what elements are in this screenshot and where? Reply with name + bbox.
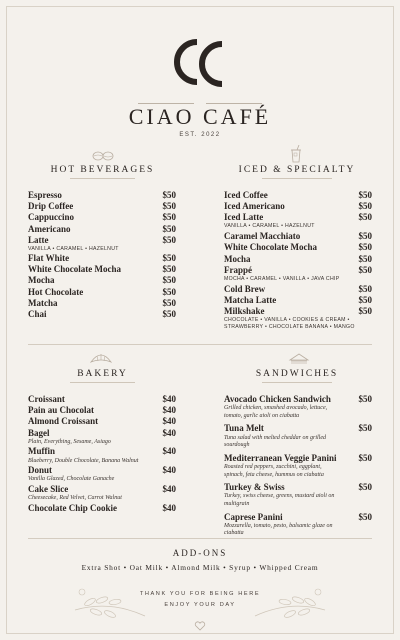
item-price: $50: [358, 452, 372, 463]
menu-item: [28, 465, 176, 484]
menu-item: [224, 512, 372, 538]
hot-beverages-title: HOT BEVERAGES: [50, 165, 155, 175]
menu-item: [28, 484, 176, 503]
item-price: $50: [162, 223, 176, 234]
item-name: Cake Slice: [28, 484, 69, 494]
menu-item: [224, 231, 372, 242]
item-name: Tuna Melt: [224, 423, 264, 434]
bakery-title-rule: [70, 382, 135, 383]
iced-cup-icon: [290, 145, 302, 163]
logo: [0, 30, 400, 98]
item-description: Mozzarella, tomato, pesto, balsamic glaze on ciabatta: [224, 522, 333, 537]
item-name: Iced Coffee: [224, 190, 268, 200]
floral-right-icon: [250, 580, 330, 622]
item-name: Mocha: [28, 275, 55, 286]
hot-beverages-list: [28, 190, 176, 320]
item-description: Cheesecake, Red Velvet, Carrot Walnut: [28, 495, 122, 502]
bakery-list: [28, 394, 176, 514]
iced-title-rule: [262, 178, 332, 179]
item-price: $50: [162, 190, 176, 200]
item-price: $50: [162, 253, 176, 264]
item-price: $40: [162, 465, 176, 476]
item-name: Latte: [28, 234, 49, 245]
item-price: $50: [358, 511, 372, 522]
item-price: $50: [162, 275, 176, 286]
item-name: Cappuccino: [28, 212, 75, 223]
cc-logo-icon: [160, 30, 240, 96]
sandwiches-title: SANDWICHES: [255, 369, 339, 379]
menu-item: [28, 275, 176, 286]
item-name: Muffin: [28, 446, 55, 457]
item-price: $50: [358, 394, 372, 404]
item-description: Tuna salad with melted cheddar on grilled sourdough: [224, 434, 326, 449]
menu-item: [28, 253, 176, 264]
item-name: Iced Americano: [224, 201, 285, 212]
item-price: $50: [358, 264, 372, 275]
item-description: Blueberry, Double Chocolate, Banana Walnut: [28, 457, 139, 464]
item-name: Bagel: [28, 427, 50, 438]
heart-icon: [194, 621, 206, 631]
item-price: $40: [162, 446, 176, 457]
item-name: Caprese Panini: [224, 511, 283, 522]
item-name: Matcha: [28, 297, 58, 308]
item-price: $50: [358, 306, 372, 317]
hot-title-rule: [70, 178, 135, 179]
addons-title: ADD-ONS: [172, 548, 228, 558]
menu-item: [224, 254, 372, 265]
item-price: $40: [162, 502, 176, 513]
menu-item: [224, 212, 372, 230]
addons-divider: [28, 538, 372, 539]
menu-item: [28, 298, 176, 309]
menu-item: [224, 265, 372, 283]
menu-item: [224, 453, 372, 479]
item-name: Almond Croissant: [28, 416, 99, 427]
item-price: $50: [358, 253, 372, 264]
item-price: $40: [162, 416, 176, 427]
bakery-title: BAKERY: [77, 369, 128, 379]
item-price: $50: [162, 201, 176, 212]
item-price: $50: [358, 423, 372, 434]
menu-item: [28, 446, 176, 465]
item-name: Cold Brew: [224, 283, 266, 294]
item-price: $50: [358, 201, 372, 212]
menu-item: [28, 201, 176, 212]
menu-item: [28, 287, 176, 298]
item-name: Mocha: [224, 253, 251, 264]
item-name: Chocolate Chip Cookie: [28, 502, 118, 513]
menu-item: [28, 224, 176, 235]
menu-item: [224, 394, 372, 420]
menu-item: [224, 423, 372, 449]
sandwiches-title-rule: [262, 382, 332, 383]
item-name: Chai: [28, 309, 47, 320]
item-price: $50: [358, 242, 372, 253]
item-price: $50: [162, 264, 176, 275]
floral-left-icon: [70, 580, 150, 622]
item-name: Frappé: [224, 264, 252, 275]
item-name: Matcha Latte: [224, 294, 277, 305]
iced-specialty-list: [224, 190, 372, 332]
coffee-beans-icon: [92, 150, 114, 162]
sandwiches-list: [224, 394, 372, 541]
item-price: $50: [162, 309, 176, 320]
item-price: $40: [162, 405, 176, 416]
menu-item: [28, 190, 176, 201]
item-options: VANILLA • CARAMEL • HAZELNUT: [224, 223, 315, 230]
item-options: MOCHA • CARAMEL • VANILLA • JAVA CHIP: [224, 275, 340, 282]
menu-item: [28, 416, 176, 427]
item-description: Roasted red peppers, zucchini, eggplant, spinach, feta cheese, hummus on ciabatta: [224, 463, 324, 478]
item-name: Americano: [28, 223, 71, 234]
item-price: $50: [358, 231, 372, 242]
item-description: Grilled chicken, smashed avocado, lettuce, tomato, garlic aioli on ciabatta: [224, 405, 328, 419]
section-divider: [28, 344, 372, 345]
item-name: White Chocolate Mocha: [224, 242, 317, 253]
item-name: Turkey & Swiss: [224, 482, 285, 493]
item-name: Milkshake: [224, 306, 265, 317]
menu-item: [28, 394, 176, 405]
menu-item: [28, 309, 176, 320]
item-price: $50: [358, 212, 372, 223]
item-description: Plain, Everything, Sesame, Asiago: [28, 438, 111, 445]
item-price: $50: [162, 234, 176, 245]
sandwich-icon: [288, 352, 310, 364]
cafe-title: CIAO CAFÉ: [128, 104, 272, 129]
item-name: Croissant: [28, 394, 65, 404]
item-name: Drip Coffee: [28, 201, 74, 212]
croissant-icon: [90, 352, 112, 364]
enjoy-line: ENJOY YOUR DAY: [164, 602, 236, 608]
item-price: $50: [358, 283, 372, 294]
item-price: $50: [162, 212, 176, 223]
menu-item: [28, 428, 176, 447]
established-year: EST. 2022: [179, 132, 221, 138]
item-name: White Chocolate Mocha: [28, 264, 121, 275]
item-name: Hot Chocolate: [28, 286, 84, 297]
item-price: $50: [162, 297, 176, 308]
addons-list: Extra Shot • Oat Milk • Almond Milk • Syrup • Whipped Cream: [81, 563, 319, 572]
menu-item: [28, 264, 176, 275]
item-price: $40: [162, 484, 176, 494]
item-name: Pain au Chocolat: [28, 405, 95, 416]
item-price: $50: [358, 482, 372, 493]
menu-item: [224, 190, 372, 201]
item-name: Iced Latte: [224, 212, 264, 223]
menu-item: [224, 306, 372, 332]
item-name: Avocado Chicken Sandwich: [224, 394, 331, 404]
item-price: $50: [162, 286, 176, 297]
menu-item: [224, 284, 372, 295]
item-price: $50: [358, 294, 372, 305]
iced-specialty-title: ICED & SPECIALTY: [238, 165, 356, 175]
item-name: Donut: [28, 465, 53, 476]
thanks-line: THANK YOU FOR BEING HERE: [139, 591, 261, 597]
item-price: $50: [358, 190, 372, 200]
item-description: Turkey, swiss cheese, greens, mustard aioli on multigrain: [224, 493, 335, 507]
item-description: Vanilla Glazed, Chocolate Ganache: [28, 476, 115, 483]
item-price: $40: [162, 427, 176, 438]
item-name: Caramel Macchiato: [224, 231, 301, 242]
menu-item: [28, 503, 176, 514]
menu-item: [28, 212, 176, 223]
menu-item: [28, 405, 176, 416]
menu-item: [224, 295, 372, 306]
item-name: Espresso: [28, 190, 62, 200]
menu-item: [224, 242, 372, 253]
item-name: Mediterranean Veggie Panini: [224, 452, 337, 463]
item-name: Flat White: [28, 253, 70, 264]
item-options: CHOCOLATE • VANILLA • COOKIES & CREAM • STRAWBERRY • CHOCOLATE BANANA • MANGO: [224, 316, 355, 331]
menu-item: [28, 235, 176, 253]
item-options: VANILLA • CARAMEL • HAZELNUT: [28, 245, 119, 252]
menu-item: [224, 201, 372, 212]
item-price: $40: [162, 394, 176, 404]
menu-item: [224, 482, 372, 508]
